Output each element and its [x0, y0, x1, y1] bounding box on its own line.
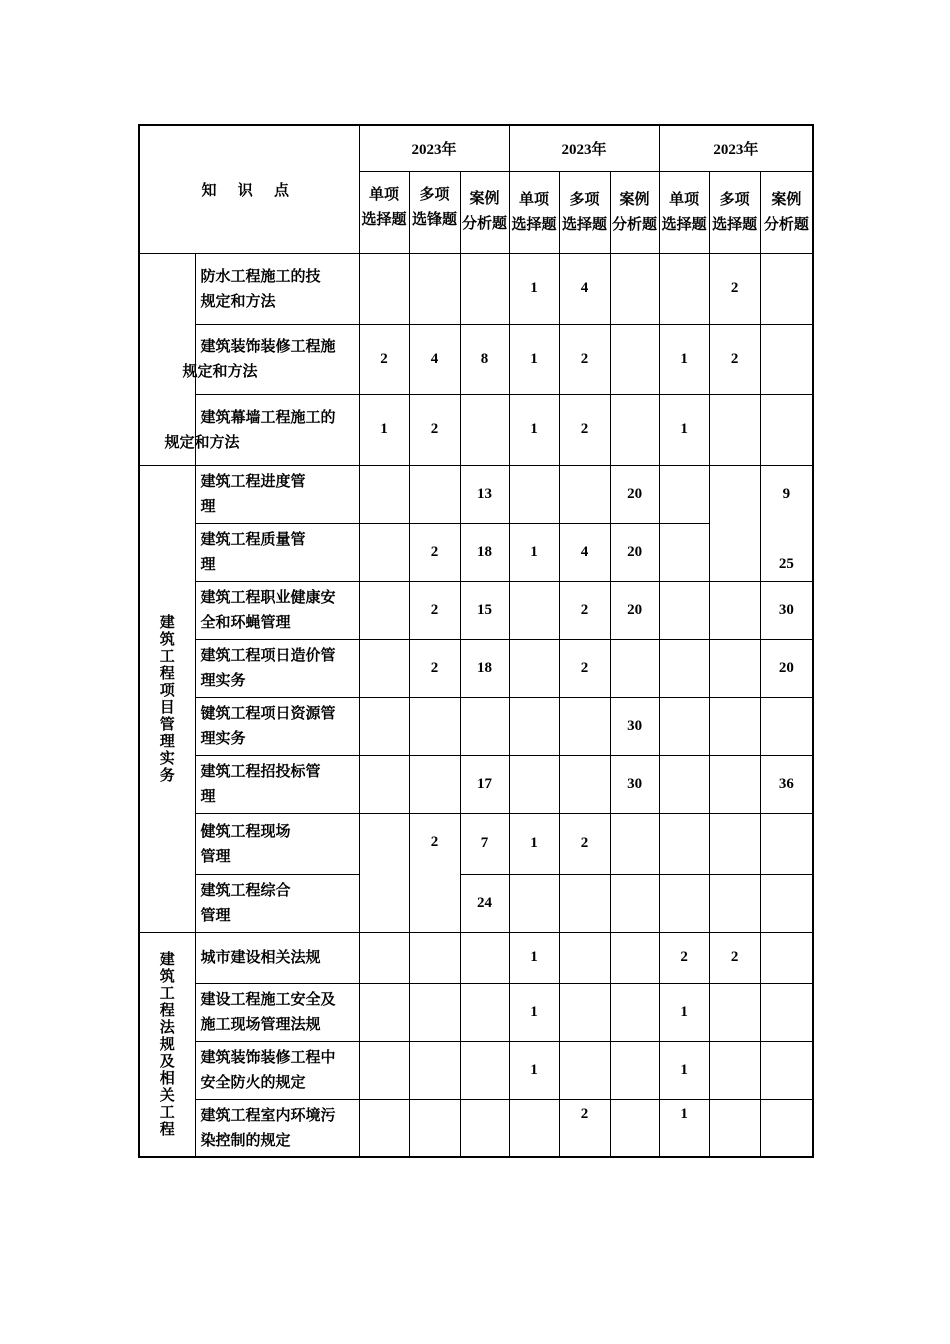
value-cell: [659, 639, 709, 697]
value-cell: 1: [509, 813, 559, 874]
value-cell: [709, 983, 760, 1041]
value-cell: [409, 932, 460, 983]
topic-cell: 建筑工程室内环境污 染控制的规定: [195, 1099, 359, 1157]
topic-cell: 建筑工程质量管 理: [195, 523, 359, 581]
topic-cell: 建筑工程项日造价管 理实务: [195, 639, 359, 697]
value-cell: [509, 755, 559, 813]
value-cell: [659, 253, 709, 324]
value-cell: 4: [559, 523, 610, 581]
value-cell: [409, 983, 460, 1041]
value-cell: [610, 253, 659, 324]
value-cell: [610, 394, 659, 465]
value-cell: [409, 755, 460, 813]
value-cell: 1: [659, 1099, 709, 1157]
value-cell: [659, 813, 709, 874]
value-cell: [359, 697, 409, 755]
value-cell: [559, 465, 610, 523]
value-cell: 18: [460, 639, 509, 697]
value-cell: 9: [760, 465, 813, 523]
value-cell: [409, 253, 460, 324]
value-cell: [509, 1099, 559, 1157]
value-cell: 36: [760, 755, 813, 813]
question-type-header: 多项 选择题: [709, 171, 760, 253]
value-cell: [760, 253, 813, 324]
value-cell: 30: [610, 755, 659, 813]
value-cell: [460, 394, 509, 465]
value-cell: 7: [460, 813, 509, 874]
value-cell: [359, 755, 409, 813]
topic-cell: 城市建设相关法规: [195, 932, 359, 983]
value-cell: [559, 755, 610, 813]
topic-cell: 建设工程施工安全及 施工现场管理法规: [195, 983, 359, 1041]
value-cell: [359, 932, 409, 983]
value-cell: [359, 581, 409, 639]
question-type-header: 单项 选择题: [359, 171, 409, 253]
value-cell: [610, 324, 659, 394]
value-cell: 13: [460, 465, 509, 523]
year-header: 2023年: [509, 125, 659, 171]
value-cell: [610, 874, 659, 932]
value-cell: 2: [559, 1099, 610, 1157]
value-cell: [559, 932, 610, 983]
value-cell: [359, 1041, 409, 1099]
value-cell-merged: [359, 813, 409, 932]
year-header: 2023年: [659, 125, 813, 171]
value-cell: [709, 1099, 760, 1157]
value-cell: [709, 697, 760, 755]
value-cell: 18: [460, 523, 509, 581]
value-cell: 2: [559, 324, 610, 394]
value-cell: [509, 874, 559, 932]
value-cell: 4: [409, 324, 460, 394]
value-cell: 1: [509, 253, 559, 324]
value-cell: 20: [610, 581, 659, 639]
value-cell: [709, 874, 760, 932]
value-cell: 2: [409, 394, 460, 465]
year-header: 2023年: [359, 125, 509, 171]
value-cell: [760, 1041, 813, 1099]
category-cell: 建筑工程项目管理实务: [139, 465, 195, 932]
value-cell: [709, 813, 760, 874]
value-cell: [509, 581, 559, 639]
value-cell: [760, 983, 813, 1041]
value-cell: [509, 697, 559, 755]
value-cell: [760, 813, 813, 874]
value-cell: [659, 465, 709, 523]
question-type-header: 案例 分析题: [760, 171, 813, 253]
value-cell: [610, 932, 659, 983]
value-cell: [460, 1099, 509, 1157]
topic-cell: 建筑工程综合 管理: [195, 874, 359, 932]
value-cell: [460, 697, 509, 755]
topic-cell: 建筑装饰装修工程中 安全防火的规定: [195, 1041, 359, 1099]
question-type-header: 案例 分析题: [610, 171, 659, 253]
topic-cell: 建筑幕墙工程施工的 规定和方法: [195, 394, 359, 465]
value-cell: [559, 1041, 610, 1099]
value-cell: [709, 394, 760, 465]
value-cell: [460, 983, 509, 1041]
value-cell: [359, 639, 409, 697]
value-cell: [559, 697, 610, 755]
value-cell: [359, 1099, 409, 1157]
question-type-header: 多项 选锋题: [409, 171, 460, 253]
value-cell: [760, 394, 813, 465]
question-type-header: 案例 分析题: [460, 171, 509, 253]
value-cell: 2: [559, 639, 610, 697]
question-type-header: 单项 选择题: [659, 171, 709, 253]
value-cell: 2: [709, 253, 760, 324]
value-cell: 1: [659, 1041, 709, 1099]
value-cell: 1: [509, 1041, 559, 1099]
value-cell: 20: [610, 523, 659, 581]
value-cell: 2: [659, 932, 709, 983]
value-cell: 17: [460, 755, 509, 813]
knowledge-point-header: 知 识 点: [139, 125, 359, 253]
value-cell: [760, 324, 813, 394]
value-cell: 1: [359, 394, 409, 465]
category-cell: 建筑工程法规及相关工程: [139, 932, 195, 1157]
value-cell: 24: [460, 874, 509, 932]
value-cell: 2: [709, 324, 760, 394]
value-cell: 2: [409, 523, 460, 581]
value-cell: [709, 1041, 760, 1099]
value-cell: [659, 697, 709, 755]
value-cell: 1: [659, 324, 709, 394]
value-cell: 1: [509, 394, 559, 465]
value-cell: [659, 523, 709, 581]
value-cell: 1: [509, 932, 559, 983]
value-cell-merged: [709, 465, 760, 581]
value-cell: [409, 1099, 460, 1157]
value-cell: [409, 1041, 460, 1099]
value-cell: [409, 465, 460, 523]
value-cell: [359, 523, 409, 581]
value-cell: 30: [610, 697, 659, 755]
topic-cell: 建筑工程职业健康安 全和环蝇管理: [195, 581, 359, 639]
value-cell: 2: [409, 581, 460, 639]
topic-cell: 健筑工程现场 管理: [195, 813, 359, 874]
value-cell: 8: [460, 324, 509, 394]
value-cell: [509, 639, 559, 697]
value-cell: [760, 697, 813, 755]
value-cell: [460, 932, 509, 983]
question-type-header: 多项 选择题: [559, 171, 610, 253]
value-cell: [709, 639, 760, 697]
value-cell: [610, 983, 659, 1041]
value-cell: [610, 1099, 659, 1157]
value-cell: [359, 983, 409, 1041]
value-cell: 4: [559, 253, 610, 324]
value-cell: 2: [359, 324, 409, 394]
topic-cell: 防水工程施工的技 规定和方法: [195, 253, 359, 324]
value-cell: [509, 465, 559, 523]
value-cell: 1: [509, 983, 559, 1041]
value-cell: 1: [509, 523, 559, 581]
value-cell: 20: [760, 639, 813, 697]
value-cell-merged: 2: [409, 813, 460, 932]
value-cell: [659, 755, 709, 813]
value-cell: 30: [760, 581, 813, 639]
value-cell: 25: [760, 523, 813, 581]
value-cell: [760, 874, 813, 932]
value-cell: [709, 755, 760, 813]
value-cell: 2: [409, 639, 460, 697]
value-cell: 1: [509, 324, 559, 394]
value-cell: [659, 581, 709, 639]
value-cell: [760, 1099, 813, 1157]
value-cell: [760, 932, 813, 983]
value-cell: [659, 874, 709, 932]
value-cell: 2: [709, 932, 760, 983]
value-cell: [359, 253, 409, 324]
topic-cell: 建筑工程招投标管 理: [195, 755, 359, 813]
topic-cell: 键筑工程项日资源管 理实务: [195, 697, 359, 755]
value-cell: 15: [460, 581, 509, 639]
value-cell: [610, 1041, 659, 1099]
exam-distribution-table: [138, 124, 814, 1158]
value-cell: [460, 253, 509, 324]
value-cell: [709, 581, 760, 639]
value-cell: 2: [559, 394, 610, 465]
value-cell: [610, 813, 659, 874]
value-cell: [359, 465, 409, 523]
question-type-header: 单项 选择题: [509, 171, 559, 253]
value-cell: [460, 1041, 509, 1099]
value-cell: 20: [610, 465, 659, 523]
value-cell: [610, 639, 659, 697]
value-cell: 1: [659, 394, 709, 465]
value-cell: [409, 697, 460, 755]
value-cell: [559, 983, 610, 1041]
value-cell: 2: [559, 581, 610, 639]
value-cell: [559, 874, 610, 932]
topic-cell: 建筑装饰装修工程施 规定和方法: [195, 324, 359, 394]
value-cell: 2: [559, 813, 610, 874]
value-cell: 1: [659, 983, 709, 1041]
topic-cell: 建筑工程进度管 理: [195, 465, 359, 523]
